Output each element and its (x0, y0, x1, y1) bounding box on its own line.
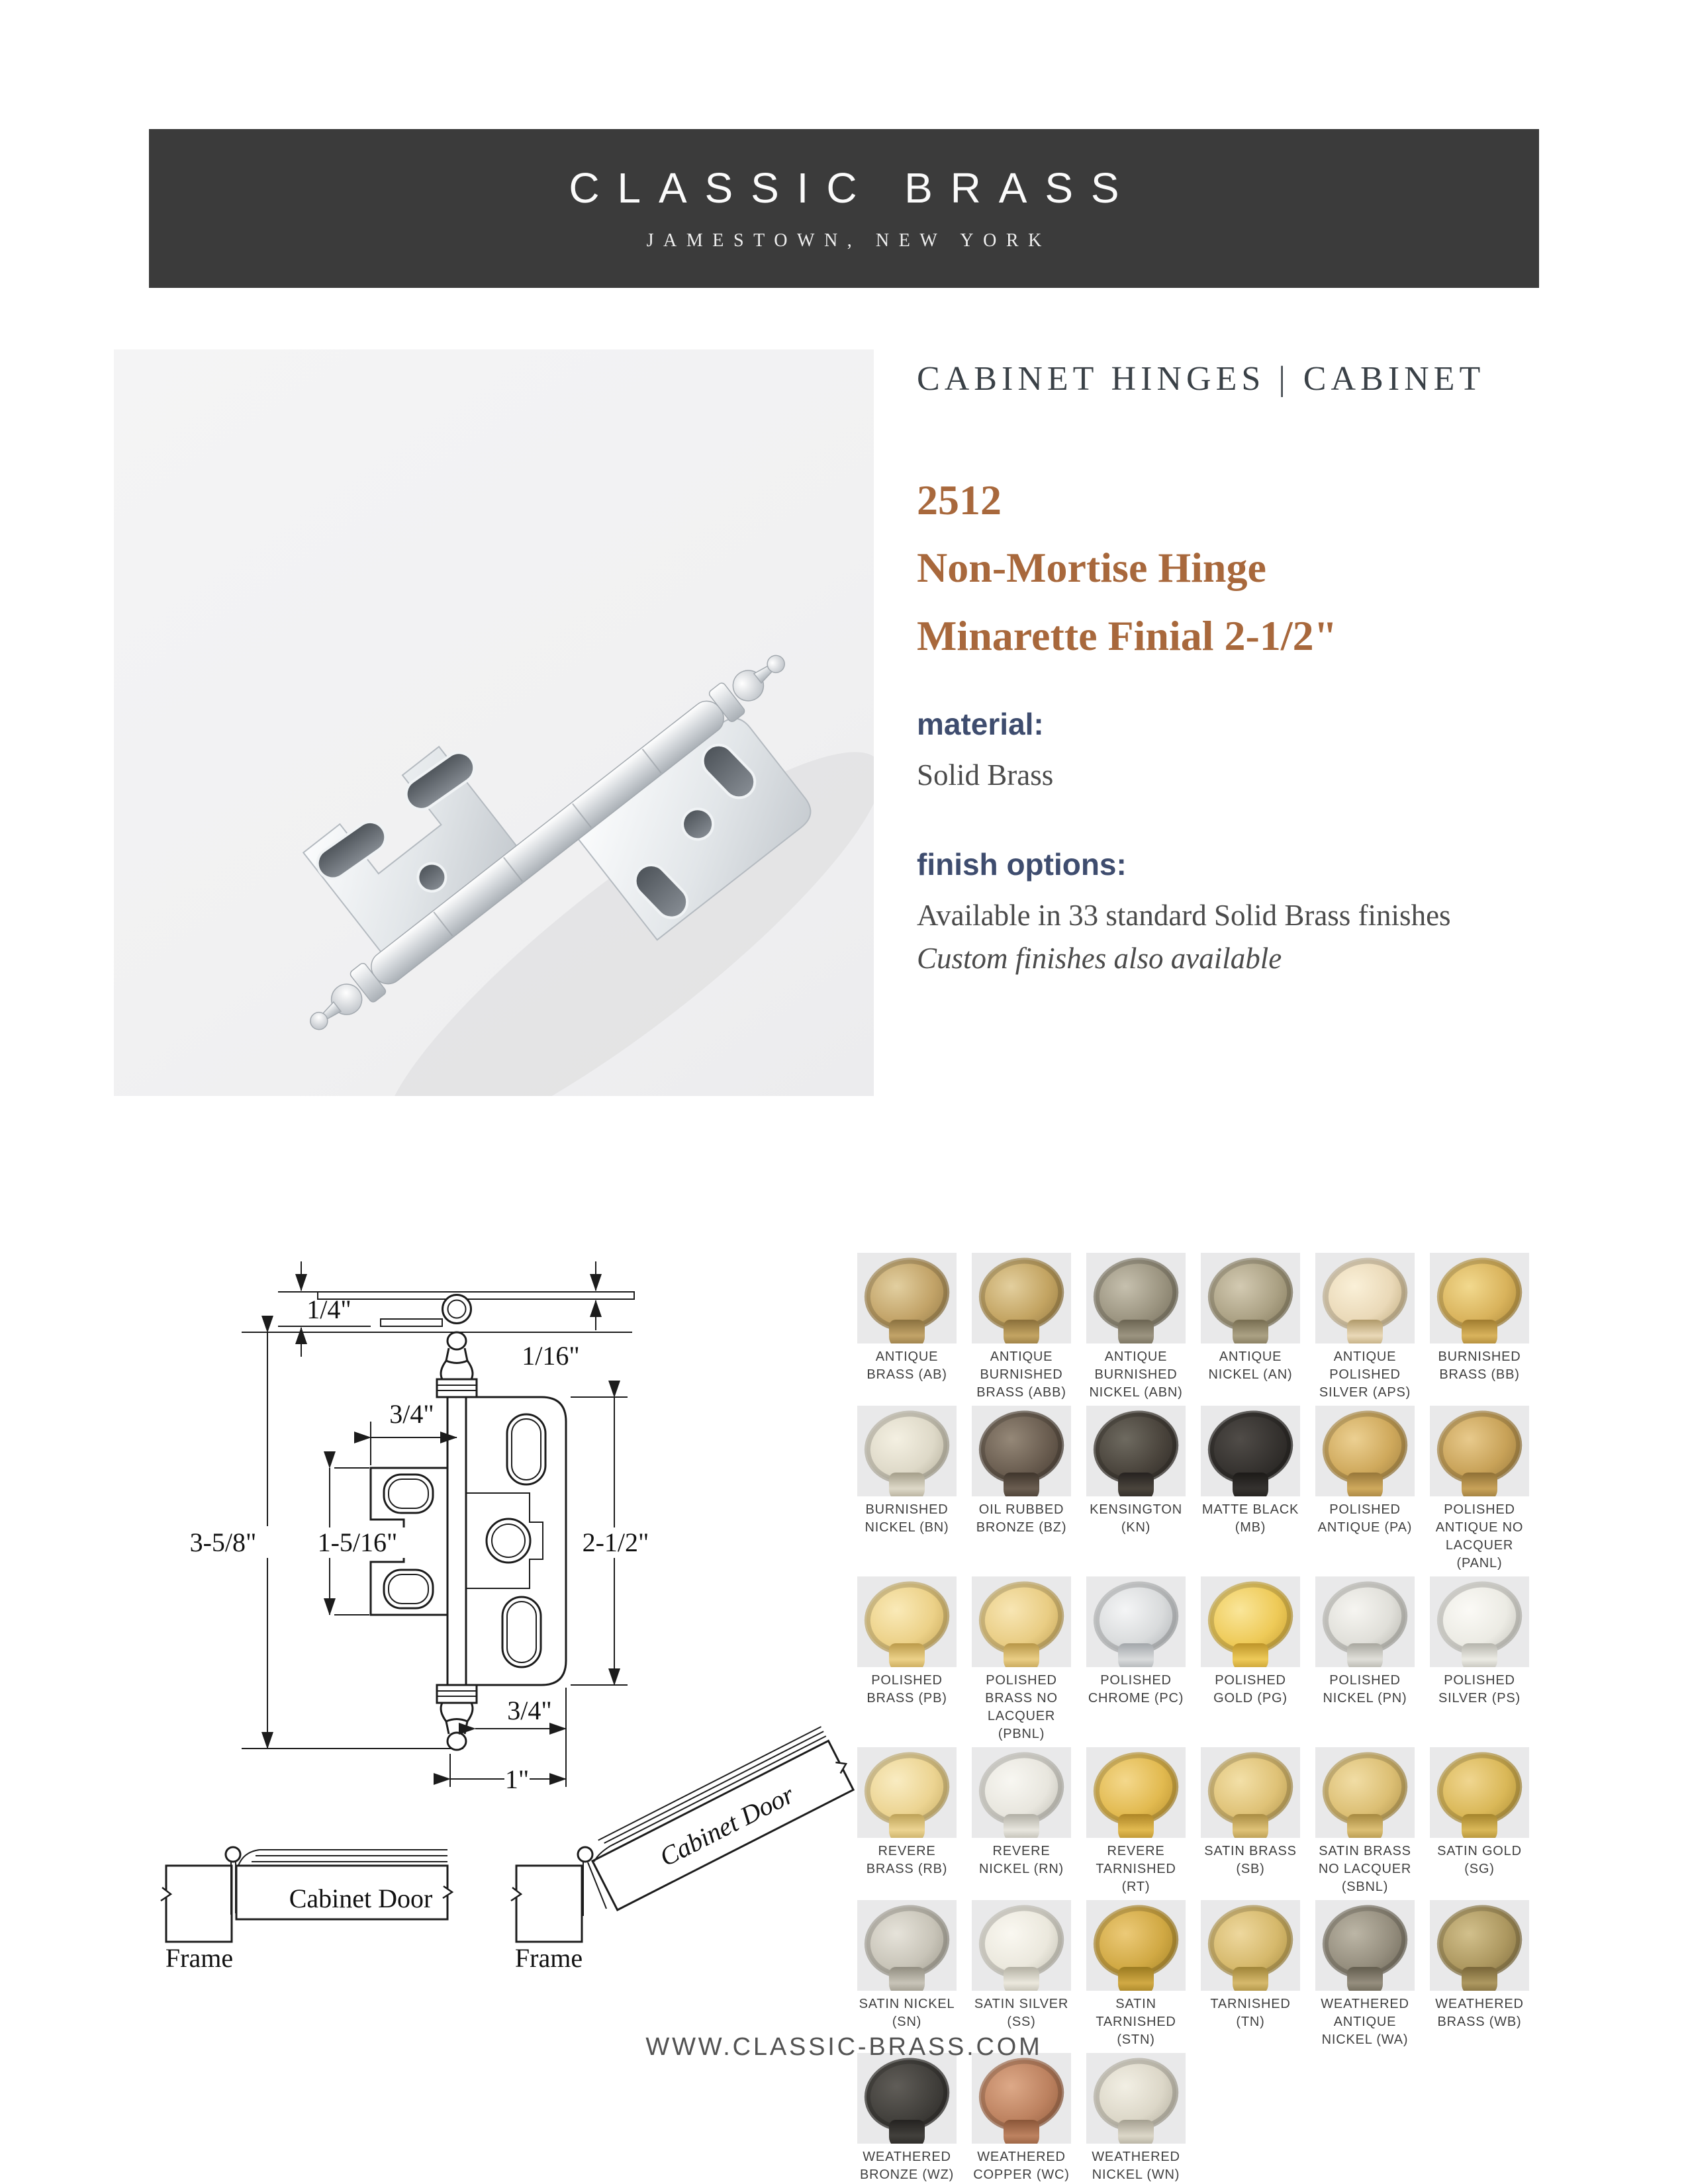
finish-swatch (1201, 1253, 1300, 1402)
finish-thumbnail (972, 1406, 1071, 1496)
finish-label: SATIN BRASS (SB) (1204, 1844, 1297, 1876)
finish-thumbnail (1315, 1747, 1415, 1838)
finish-swatch (1315, 1576, 1415, 1743)
knob-stem (1233, 1967, 1268, 1991)
finish-thumbnail (1086, 1253, 1186, 1343)
finish-thumbnail (1086, 1747, 1186, 1838)
finish-thumbnail (857, 1253, 957, 1343)
brand-logo: CLASSIC BRASS (569, 164, 1137, 212)
finish-swatch (1315, 1253, 1415, 1402)
finish-thumbnail (1315, 1900, 1415, 1991)
finish-swatch (1201, 1406, 1300, 1572)
finish-swatch (857, 1576, 957, 1743)
knob-stem (1118, 2120, 1154, 2144)
finish-swatch (1315, 1900, 1415, 2049)
finish-label: POLISHED NICKEL (PN) (1323, 1673, 1407, 1706)
category-heading: CABINET HINGES | CABINET (917, 360, 1485, 398)
knob-stem (1462, 1967, 1497, 1991)
knob-stem (1004, 1643, 1039, 1667)
hinge-pivot-closed (226, 1847, 240, 1862)
knob-stem (1118, 1967, 1154, 1991)
finish-thumbnail (1086, 1900, 1186, 1991)
door-label-open: Cabinet Door (655, 1779, 799, 1872)
finish-label: POLISHED GOLD (PG) (1213, 1673, 1288, 1706)
dim-leaf-thickness: 1/16" (522, 1341, 580, 1371)
finish-label: WEATHERED BRASS (WB) (1435, 1997, 1524, 2029)
finish-label: BURNISHED BRASS (BB) (1438, 1349, 1521, 1382)
product-name-line1: Non-Mortise Hinge (917, 544, 1266, 592)
finish-label: MATTE BLACK (MB) (1201, 1502, 1299, 1535)
knob-stem (1118, 1320, 1154, 1343)
profile-top-leaf (318, 1292, 634, 1299)
dim-overhang: 1" (504, 1764, 530, 1794)
finish-label: POLISHED ANTIQUE (PA) (1317, 1502, 1413, 1535)
finish-thumbnail (972, 1747, 1071, 1838)
finish-thumbnail (857, 1576, 957, 1667)
finish-swatch (1430, 1747, 1529, 1896)
finish-thumbnail (857, 1747, 957, 1838)
frame-leaf-outline (466, 1397, 566, 1685)
material-label: material: (917, 707, 1044, 742)
knob-stem (889, 1320, 925, 1343)
knob-stem (1462, 1643, 1497, 1667)
finish-options-text: Available in 33 standard Solid Brass finishes (917, 899, 1451, 933)
finish-label: REVERE TARNISHED (RT) (1096, 1844, 1176, 1894)
knob-stem (889, 1473, 925, 1496)
finish-label: WEATHERED COPPER (WC) (973, 2150, 1070, 2182)
finish-thumbnail (1086, 1406, 1186, 1496)
finish-swatch (857, 1406, 957, 1572)
hinge-photo-illustration (114, 349, 874, 1096)
product-info (917, 357, 1566, 978)
finish-label: REVERE NICKEL (RN) (978, 1844, 1064, 1876)
door-open (585, 1724, 858, 1910)
knob-stem (1118, 1473, 1154, 1496)
finish-label: BURNISHED NICKEL (BN) (865, 1502, 949, 1535)
dim-door-leaf: 1-5/16" (317, 1527, 398, 1557)
finish-swatch (1201, 1747, 1300, 1896)
finish-thumbnail (1086, 1576, 1186, 1667)
finish-swatch (972, 1253, 1071, 1402)
finish-thumbnail (972, 2053, 1071, 2144)
finish-thumbnail (1430, 1406, 1529, 1496)
knob-stem (1233, 1643, 1268, 1667)
frame-label-open: Frame (514, 1943, 583, 1973)
knob-stem (1233, 1473, 1268, 1496)
finish-thumbnail (1430, 1900, 1529, 1991)
finish-label: WEATHERED NICKEL (WN) (1092, 2150, 1180, 2182)
knob-stem (1233, 1320, 1268, 1343)
finish-label: TARNISHED (TN) (1210, 1997, 1291, 2029)
dim-side-height: 1/4" (306, 1295, 352, 1324)
finish-swatch (1086, 1253, 1186, 1402)
knob-stem (1347, 1643, 1383, 1667)
hinge-pivot-open (578, 1847, 592, 1862)
brand-location: JAMESTOWN, NEW YORK (646, 230, 1051, 251)
finish-label: WEATHERED BRONZE (WZ) (859, 2150, 955, 2182)
top-finial (447, 1332, 466, 1349)
finish-label: POLISHED BRASS (PB) (867, 1673, 947, 1706)
finish-label: SATIN NICKEL (SN) (859, 1997, 955, 2029)
finish-swatch (1430, 1576, 1529, 1743)
knob-stem (1004, 2120, 1039, 2144)
finish-swatch (972, 2053, 1071, 2184)
finish-swatch (1430, 1406, 1529, 1572)
finish-options-note: Custom finishes also available (917, 941, 1282, 975)
finish-swatch (1201, 1576, 1300, 1743)
product-title (917, 467, 1566, 670)
finish-swatch (1086, 1747, 1186, 1896)
finish-swatch (1086, 1576, 1186, 1743)
frame-closed (166, 1866, 232, 1942)
finish-label: POLISHED BRASS NO LACQUER (PBNL) (985, 1673, 1058, 1741)
knob-stem (1347, 1320, 1383, 1343)
knob-stem (1004, 1967, 1039, 1991)
finish-swatch (1086, 2053, 1186, 2184)
finish-label: REVERE BRASS (RB) (866, 1844, 948, 1876)
finish-thumbnail (972, 1900, 1071, 1991)
knob-stem (1462, 1320, 1497, 1343)
finish-swatch (1201, 1900, 1300, 2049)
finish-thumbnail (1201, 1253, 1300, 1343)
finish-swatch (1315, 1406, 1415, 1572)
knob-stem (1004, 1320, 1039, 1343)
finish-thumbnail (1201, 1900, 1300, 1991)
finish-thumbnail (857, 1900, 957, 1991)
knob-stem (1118, 1814, 1154, 1838)
finish-thumbnail (857, 1406, 957, 1496)
finish-label: ANTIQUE BRASS (AB) (867, 1349, 947, 1382)
knob-stem (1462, 1814, 1497, 1838)
frame-label-closed: Frame (165, 1943, 234, 1973)
finish-label: OIL RUBBED BRONZE (BZ) (976, 1502, 1067, 1535)
finish-label: POLISHED CHROME (PC) (1088, 1673, 1184, 1706)
finish-swatch (857, 1253, 957, 1402)
finish-thumbnail (1430, 1253, 1529, 1343)
dim-overall: 3-5/8" (189, 1527, 257, 1557)
knob-stem (1462, 1473, 1497, 1496)
finish-thumbnail (1201, 1576, 1300, 1667)
dim-offset-top: 3/4" (389, 1399, 434, 1429)
finish-label: ANTIQUE NICKEL (AN) (1208, 1349, 1293, 1382)
product-name-line2: Minarette Finial 2-1/2" (917, 612, 1338, 659)
product-photo (114, 349, 874, 1096)
knob-stem (889, 1814, 925, 1838)
finish-swatch (857, 1900, 957, 2049)
knob-stem (1233, 1814, 1268, 1838)
knob-stem (1347, 1473, 1383, 1496)
finish-swatch (1430, 1900, 1529, 2049)
finish-label: SATIN BRASS NO LACQUER (SBNL) (1318, 1844, 1412, 1894)
finish-swatch (1315, 1747, 1415, 1896)
finish-options-label: finish options: (917, 846, 1127, 882)
finish-swatch (857, 1747, 957, 1896)
finish-label: ANTIQUE BURNISHED BRASS (ABB) (976, 1349, 1066, 1400)
knob-stem (889, 1967, 925, 1991)
finish-thumbnail (1201, 1747, 1300, 1838)
finish-thumbnail (1086, 2053, 1186, 2144)
finish-swatch (972, 1900, 1071, 2049)
profile-bottom-leaf (381, 1319, 442, 1326)
finish-thumbnail (1430, 1747, 1529, 1838)
finish-swatch (972, 1406, 1071, 1572)
finish-thumbnail (972, 1253, 1071, 1343)
knob-stem (889, 1643, 925, 1667)
finish-label: ANTIQUE POLISHED SILVER (APS) (1319, 1349, 1411, 1400)
finish-label: POLISHED SILVER (PS) (1438, 1673, 1521, 1706)
brand-banner (149, 129, 1539, 288)
bottom-finial (437, 1685, 477, 1703)
finish-swatch (1430, 1253, 1529, 1402)
finish-label: KENSINGTON (KN) (1090, 1502, 1182, 1535)
product-sku: 2512 (917, 477, 1002, 523)
knob-stem (1347, 1814, 1383, 1838)
frame-open (516, 1866, 582, 1942)
finish-thumbnail (1430, 1576, 1529, 1667)
knob-stem (1004, 1814, 1039, 1838)
knob-stem (1118, 1643, 1154, 1667)
finish-label: POLISHED ANTIQUE NO LACQUER (PANL) (1435, 1502, 1524, 1570)
finish-swatch (857, 2053, 957, 2184)
finish-thumbnail (1315, 1406, 1415, 1496)
finish-swatch (972, 1747, 1071, 1896)
knob-stem (1004, 1473, 1039, 1496)
finish-label: SATIN SILVER (SS) (974, 1997, 1069, 2029)
finish-thumbnail (1315, 1576, 1415, 1667)
finish-thumbnail (1201, 1406, 1300, 1496)
knob-stem (889, 2120, 925, 2144)
material-value: Solid Brass (917, 758, 1054, 792)
footer (0, 2033, 1688, 2062)
website-link[interactable]: WWW.CLASSIC-BRASS.COM (645, 2033, 1043, 2061)
dim-frame-leaf: 2-1/2" (582, 1527, 649, 1557)
finish-label: WEATHERED ANTIQUE NICKEL (WA) (1321, 1997, 1409, 2047)
finish-swatch (972, 1576, 1071, 1743)
knob-stem (1347, 1967, 1383, 1991)
finish-label: SATIN TARNISHED (STN) (1096, 1997, 1176, 2047)
dim-offset-bottom: 3/4" (507, 1696, 552, 1725)
finish-swatch (1086, 1900, 1186, 2049)
profile-knuckle (443, 1295, 471, 1324)
finish-label: SATIN GOLD (SG) (1437, 1844, 1522, 1876)
finish-swatch (1086, 1406, 1186, 1572)
dimension-drawing (132, 1251, 874, 2111)
finish-thumbnail (857, 2053, 957, 2144)
finish-thumbnail (1315, 1253, 1415, 1343)
finish-label: ANTIQUE BURNISHED NICKEL (ABN) (1089, 1349, 1183, 1400)
finish-thumbnail (972, 1576, 1071, 1667)
door-label-closed: Cabinet Door (289, 1884, 433, 1913)
